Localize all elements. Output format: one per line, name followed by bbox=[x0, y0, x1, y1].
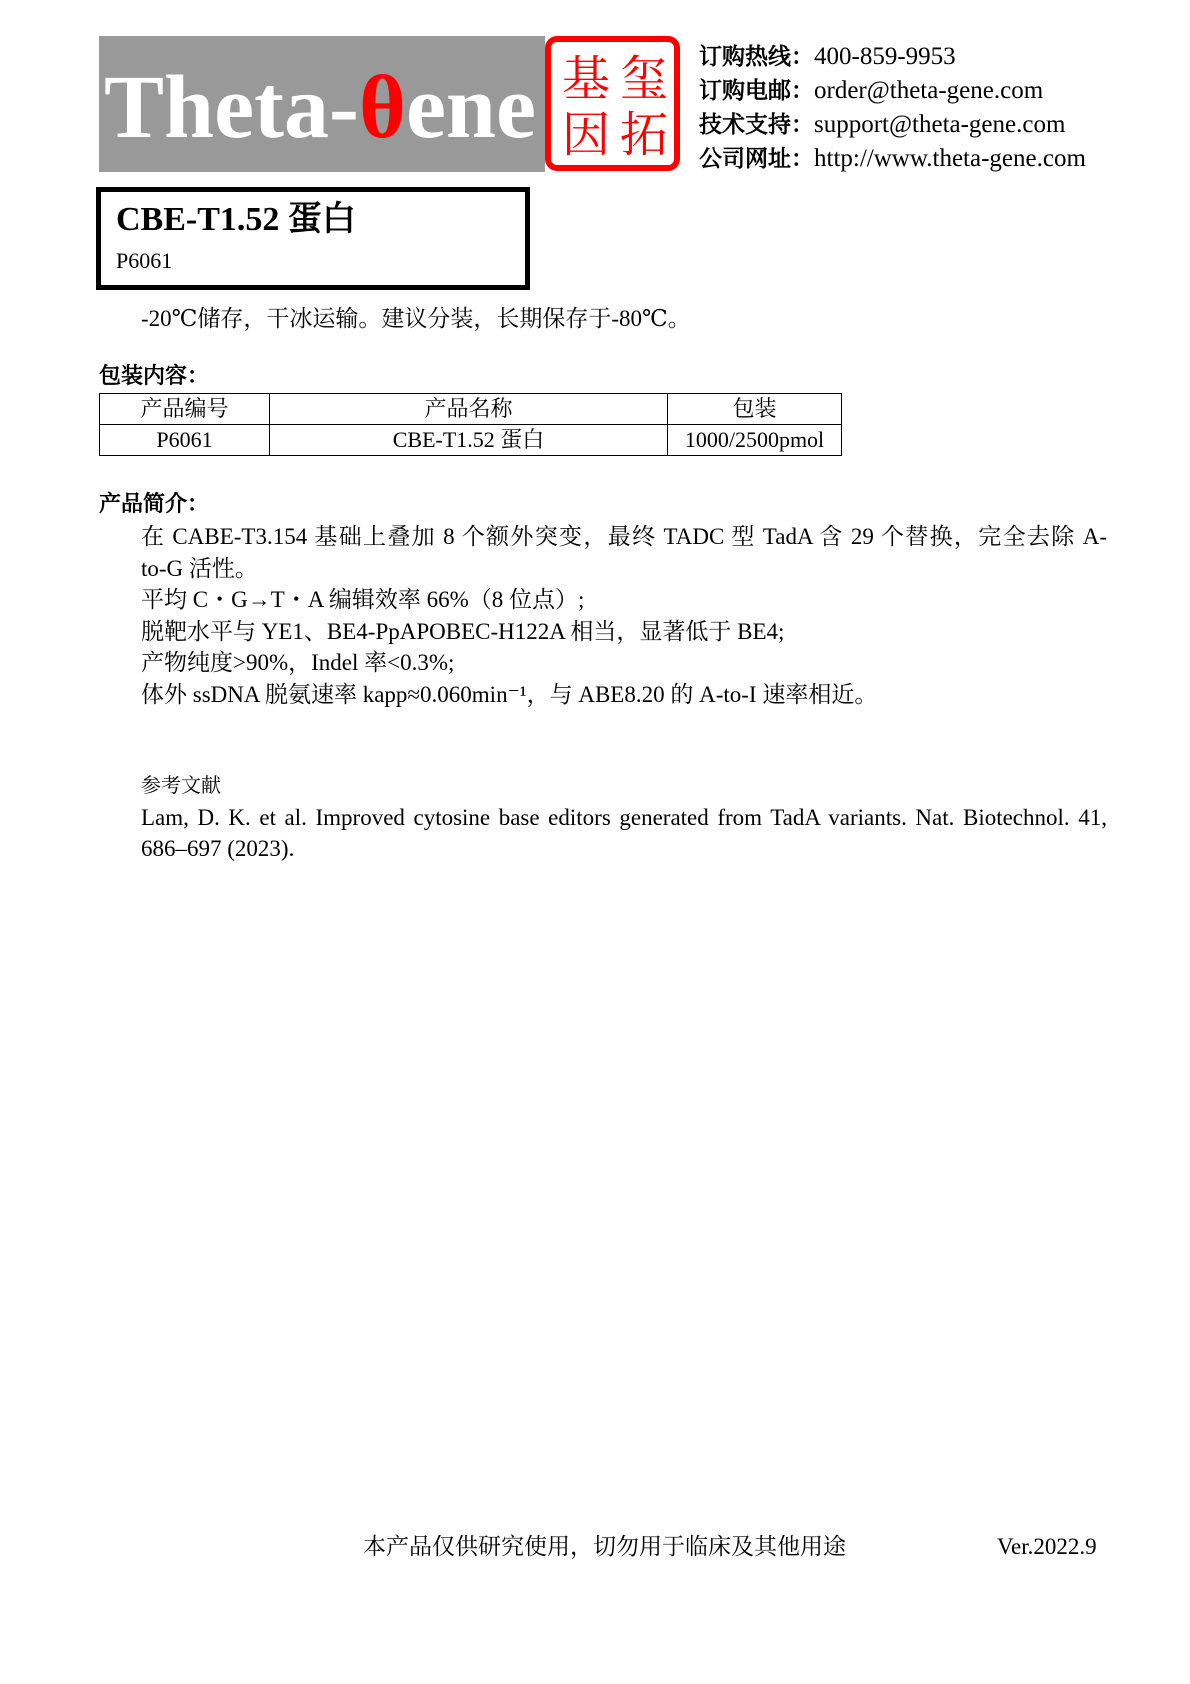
intro-line: 在 CABE-T3.154 基础上叠加 8 个额外突变，最终 TADC 型 TadA 含 29 个替换，完全去除 A- bbox=[141, 524, 1107, 549]
contact-label: 订购电邮： bbox=[699, 78, 814, 104]
logo-suffix: ene bbox=[405, 58, 536, 157]
column-header: 产品名称 bbox=[270, 394, 668, 425]
contact-support bbox=[699, 109, 1065, 141]
package-table bbox=[99, 393, 842, 456]
footer-disclaimer: 本产品仅供研究使用，切勿用于临床及其他用途 bbox=[363, 1534, 846, 1559]
contact-label: 订购热线： bbox=[699, 44, 814, 70]
intro-line: 平均 C・G→T・A 编辑效率 66%（8 位点）; bbox=[141, 587, 585, 612]
intro-line: 产物纯度>90%，Indel 率<0.3%; bbox=[141, 650, 455, 675]
table-cell: 1000/2500pmol bbox=[668, 425, 842, 456]
company-seal bbox=[545, 36, 680, 171]
seal-char: 玺 bbox=[619, 51, 668, 107]
intro-line: 体外 ssDNA 脱氨速率 kapp≈0.060min⁻¹，与 ABE8.20 的 A-to-I 速率相近。 bbox=[141, 681, 878, 707]
seal-char: 基 bbox=[561, 51, 610, 107]
reference-heading: 参考文献 bbox=[141, 773, 221, 797]
footer-version: Ver.2022.9 bbox=[997, 1534, 1097, 1559]
company-logo bbox=[104, 58, 536, 158]
intro-line: 脱靶水平与 YE1、BE4-PpAPOBEC-H122A 相当，显著低于 BE4; bbox=[141, 618, 785, 644]
table-cell: P6061 bbox=[100, 425, 270, 456]
column-header: 包装 bbox=[668, 394, 842, 425]
contact-value[interactable]: support@theta-gene.com bbox=[814, 111, 1066, 138]
storage-note: -20℃储存，干冰运输。建议分装，长期保存于-80℃。 bbox=[141, 306, 691, 331]
table-header-row bbox=[100, 394, 842, 425]
column-header: 产品编号 bbox=[100, 394, 270, 425]
intro-paragraph bbox=[141, 521, 1107, 710]
contact-website bbox=[699, 143, 1086, 175]
contact-hotline bbox=[699, 41, 956, 73]
reference-line: Lam, D. K. et al. Improved cytosine base editors generated from TadA variants. Nat. Biotechnol. 41, bbox=[141, 805, 1107, 830]
contact-label: 技术支持： bbox=[699, 112, 814, 138]
table-row bbox=[100, 425, 842, 456]
intro-line: to-G 活性。 bbox=[141, 555, 258, 581]
contact-value[interactable]: order@theta-gene.com bbox=[814, 77, 1044, 104]
reference-line: 686–697 (2023). bbox=[141, 836, 295, 861]
seal-char: 拓 bbox=[619, 107, 668, 163]
contact-email bbox=[699, 75, 1043, 107]
intro-heading: 产品简介： bbox=[99, 492, 210, 517]
contact-label: 公司网址： bbox=[699, 146, 814, 172]
table-cell: CBE-T1.52 蛋白 bbox=[270, 425, 668, 456]
seal-char: 因 bbox=[561, 107, 610, 163]
package-heading: 包装内容： bbox=[99, 364, 210, 389]
contact-value: 400-859-9953 bbox=[814, 43, 956, 70]
product-title: CBE-T1.52 蛋白 bbox=[116, 201, 356, 238]
product-code: P6061 bbox=[116, 248, 173, 273]
contact-value[interactable]: http://www.theta-gene.com bbox=[814, 145, 1086, 172]
logo-theta: θ bbox=[358, 58, 406, 157]
logo-prefix: Theta- bbox=[104, 58, 359, 157]
